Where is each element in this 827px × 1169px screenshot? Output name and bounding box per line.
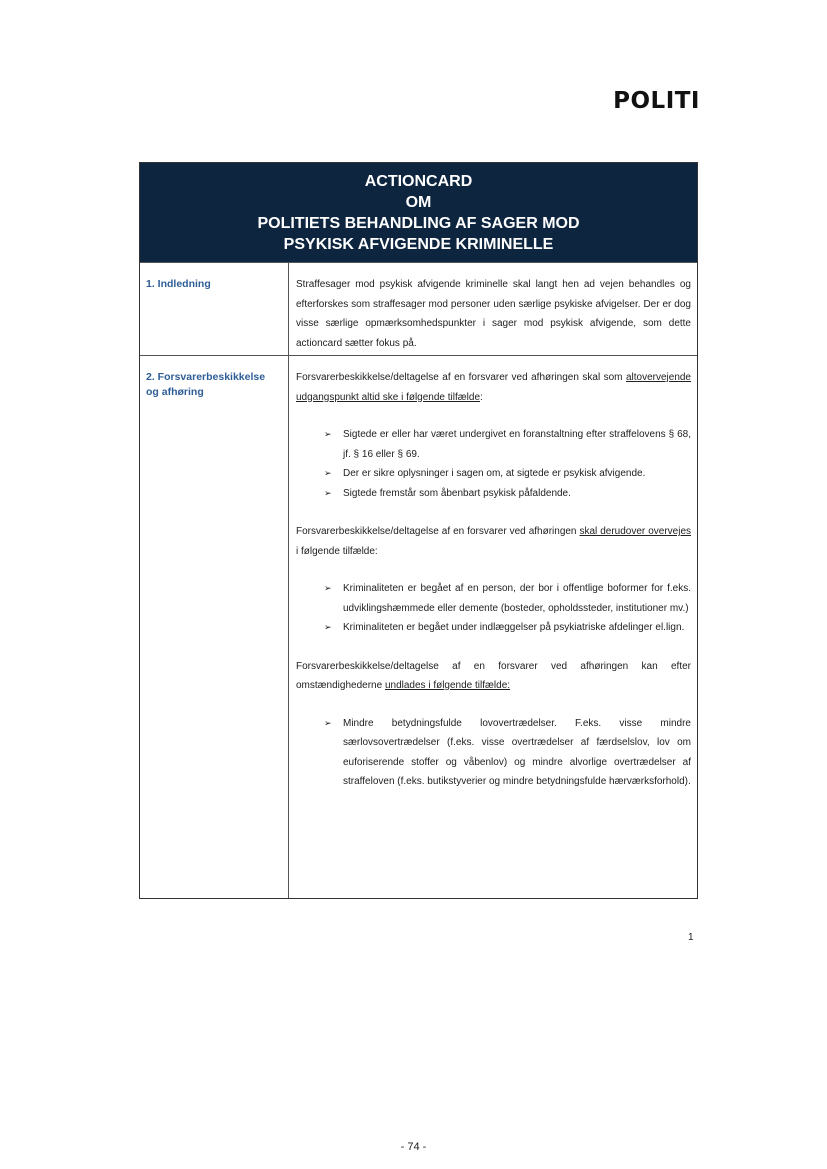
section-body	[289, 356, 697, 898]
card-page-number: 1	[688, 932, 694, 943]
arrow-bullet-icon: ➢	[324, 487, 332, 498]
action-card	[139, 162, 698, 899]
list-item	[324, 579, 691, 618]
paragraph-text: Forsvarerbeskikkelse/deltagelse af en forsvarer ved afhøringen	[296, 526, 580, 537]
underlined-text: altovervejende udgangspunkt altid ske i følgende tilfælde	[296, 372, 691, 403]
card-title-line: POLITIETS BEHANDLING AF SAGER MOD	[257, 215, 580, 232]
card-title	[140, 163, 697, 262]
card-title-line: OM	[405, 194, 432, 211]
list-item	[324, 618, 691, 638]
list-item-text: Kriminaliteten er begået under indlæggelser på psykiatriske afdelinger el.lign.	[343, 622, 685, 633]
section-forsvarerbeskikkelse	[140, 355, 697, 898]
underlined-text: skal derudover overvejes	[579, 526, 692, 537]
section-paragraph	[296, 368, 691, 407]
list-item-text: Mindre betydningsfulde lovovertrædelser. F.eks. visse mindre særlovsovertrædelser (f.eks. visse overtrædelser af færdselslov, lov om euforiserende stoffer og våbenlov) og mindre alvorlige overtrædelser af straffeloven (f.eks. butikstyverier og mindre betydningsfulde hærværksforhold).	[343, 717, 691, 787]
card-title-line: PSYKISK AFVIGENDE KRIMINELLE	[283, 236, 554, 253]
list-item-text: Sigtede fremstår som åbenbart psykisk påfaldende.	[343, 487, 571, 499]
arrow-bullet-icon: ➢	[324, 583, 332, 593]
list-item	[324, 714, 691, 792]
list-item-text: Der er sikre oplysninger i sagen om, at sigtede er psykisk afvigende.	[343, 468, 646, 479]
section-body	[289, 263, 697, 355]
section-paragraph	[296, 657, 691, 696]
bullet-list	[296, 425, 691, 503]
list-item-text: Sigtede er eller har været undergivet en foranstaltning efter straffelovens § 68, jf. § 16 eller § 69.	[343, 429, 691, 460]
paragraph-text: Forsvarerbeskikkelse/deltagelse af en forsvarer ved afhøringen kan efter omstændighederne	[296, 660, 691, 691]
section-heading	[140, 356, 289, 898]
underlined-text: undlades i følgende tilfælde:	[384, 680, 511, 691]
list-item	[324, 484, 691, 504]
section-heading-line: 2. Forsvarerbeskikkelse	[146, 371, 266, 383]
list-item-text: Kriminaliteten er begået af en person, der bor i offentlige boformer for f.eks. udviklingshæmmede eller demente (bosteder, opholdssteder, institutioner mv.)	[343, 583, 691, 614]
arrow-bullet-icon: ➢	[324, 717, 332, 728]
bullet-list	[296, 579, 691, 638]
arrow-bullet-icon: ➢	[324, 622, 332, 632]
section-heading-line: og afhøring	[146, 386, 204, 398]
bullet-list	[296, 714, 691, 792]
politi-logo: POLITI	[613, 88, 700, 114]
document-page-number: - 74 -	[400, 1141, 427, 1153]
section-paragraph	[296, 522, 691, 561]
section-heading: 1. Indledning	[140, 263, 289, 355]
card-title-line: ACTIONCARD	[364, 173, 473, 190]
section-indledning	[140, 262, 697, 355]
list-item	[324, 464, 691, 484]
paragraph-text: :	[480, 391, 483, 403]
section-paragraph: Straffesager mod psykisk afvigende kriminelle skal langt hen ad vejen behandles og efterforskes som straffesager mod personer uden særlige psykiske afvigelser. Der er dog visse særlige opmærksomhedspunkter i sager mod psykisk afvigende, som dette actioncard sætter fokus på.	[296, 279, 691, 349]
arrow-bullet-icon: ➢	[324, 468, 332, 478]
paragraph-text: i følgende tilfælde:	[296, 545, 378, 557]
list-item	[324, 425, 691, 464]
arrow-bullet-icon: ➢	[324, 429, 332, 439]
paragraph-text: Forsvarerbeskikkelse/deltagelse af en forsvarer ved afhøringen skal som	[296, 372, 626, 383]
